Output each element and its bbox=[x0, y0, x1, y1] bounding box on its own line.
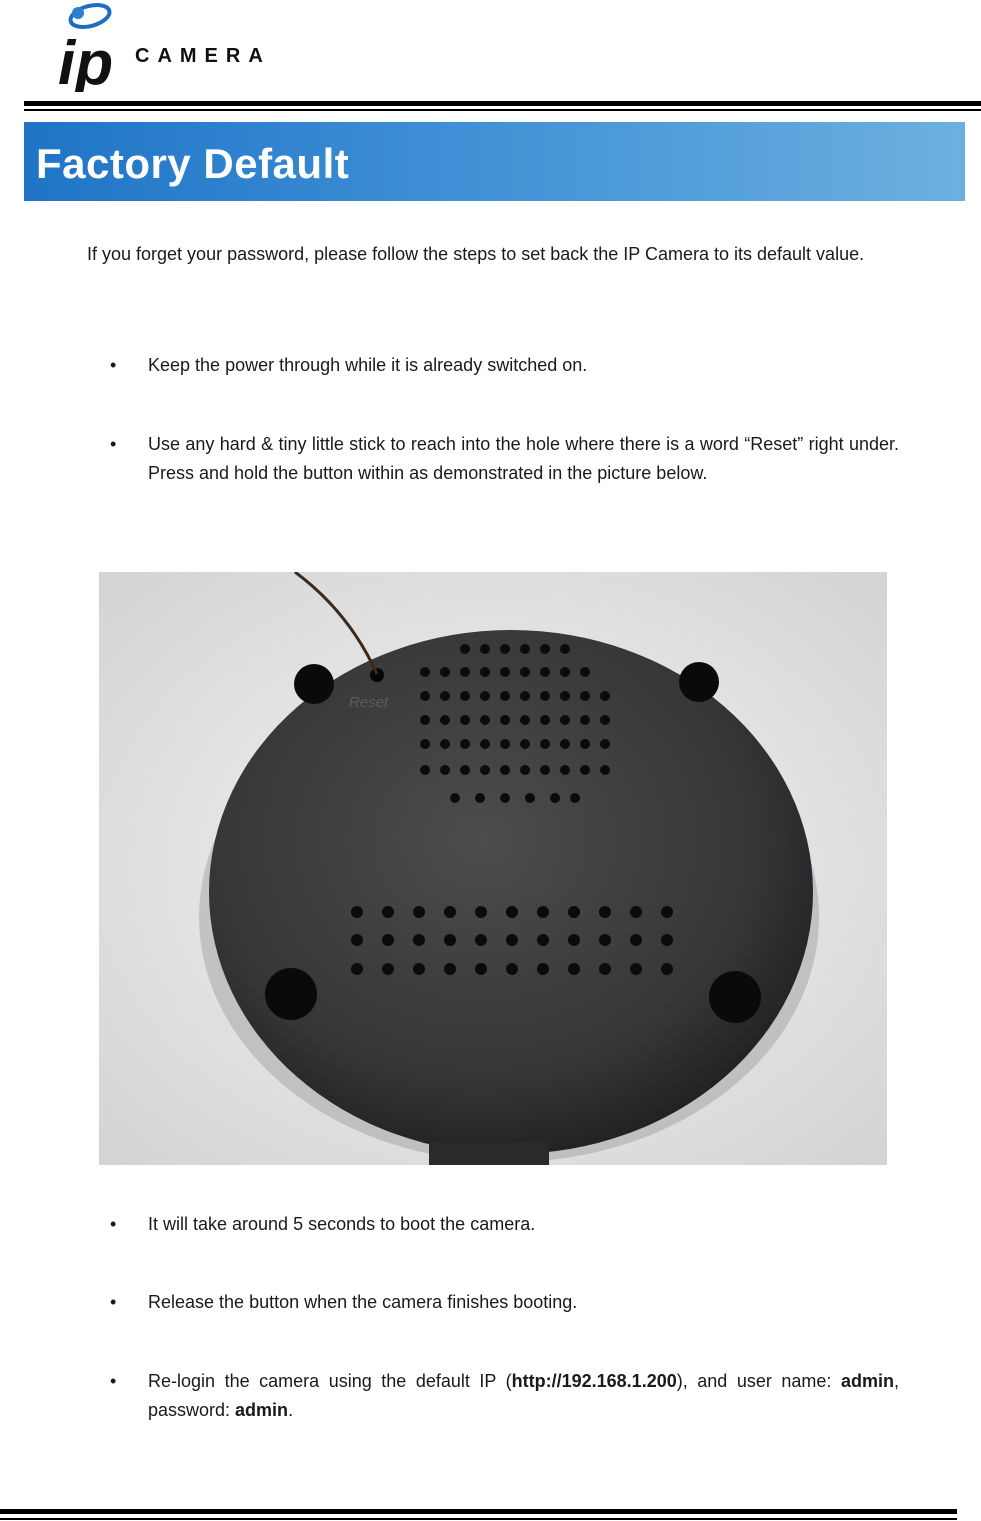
grill-hole bbox=[580, 739, 590, 749]
vent-hole bbox=[661, 906, 673, 918]
step-text: Keep the power through while it is already switched on. bbox=[148, 355, 588, 375]
step-text: Use any hard & tiny little stick to reach into the hole where there is a word “Reset” right under. Press and hold the button within as demonstrated in the picture below. bbox=[148, 434, 899, 483]
vent-hole bbox=[568, 906, 580, 918]
grill-hole bbox=[570, 793, 580, 803]
grill-hole bbox=[500, 691, 510, 701]
bullet-icon: • bbox=[110, 1292, 117, 1312]
step-1 bbox=[110, 351, 899, 380]
vent-hole bbox=[413, 934, 425, 946]
grill-hole bbox=[560, 691, 570, 701]
grill-hole bbox=[560, 644, 570, 654]
vent-hole bbox=[413, 963, 425, 975]
grill-hole bbox=[520, 739, 530, 749]
vent-hole bbox=[506, 934, 518, 946]
grill-hole bbox=[420, 715, 430, 725]
svg-text:ip: ip bbox=[58, 29, 114, 92]
vent-hole bbox=[351, 906, 363, 918]
vent-hole bbox=[444, 934, 456, 946]
svg-text:CAMERA: CAMERA bbox=[135, 45, 271, 67]
vent-hole bbox=[630, 934, 642, 946]
grill-hole bbox=[460, 765, 470, 775]
grill-hole bbox=[475, 793, 485, 803]
grill-hole bbox=[540, 765, 550, 775]
grill-hole bbox=[600, 765, 610, 775]
footer-rule bbox=[0, 1509, 957, 1521]
camera-base bbox=[209, 630, 813, 1154]
step-2 bbox=[110, 430, 899, 488]
grill-hole bbox=[550, 793, 560, 803]
grill-hole bbox=[460, 739, 470, 749]
grill-hole bbox=[440, 691, 450, 701]
vent-hole bbox=[475, 906, 487, 918]
grill-hole bbox=[500, 793, 510, 803]
grill-hole bbox=[540, 691, 550, 701]
grill-hole bbox=[480, 739, 490, 749]
grill-hole bbox=[440, 739, 450, 749]
grill-hole bbox=[420, 739, 430, 749]
step-5 bbox=[110, 1367, 899, 1425]
camera-reset-photo bbox=[99, 572, 887, 1165]
section-banner bbox=[24, 122, 965, 201]
grill-hole bbox=[460, 644, 470, 654]
intro-paragraph: If you forget your password, please follow the steps to set back the IP Camera to its default value. bbox=[87, 244, 865, 264]
vent-hole bbox=[413, 906, 425, 918]
grill-hole bbox=[480, 765, 490, 775]
vent-hole bbox=[475, 963, 487, 975]
vent-hole bbox=[661, 963, 673, 975]
grill-hole bbox=[560, 667, 570, 677]
bullet-icon: • bbox=[110, 355, 117, 375]
grill-hole bbox=[420, 765, 430, 775]
vent-hole bbox=[661, 934, 673, 946]
grill-hole bbox=[560, 715, 570, 725]
grill-hole bbox=[540, 667, 550, 677]
grill-hole bbox=[540, 739, 550, 749]
grill-hole bbox=[420, 691, 430, 701]
vent-hole bbox=[630, 963, 642, 975]
ip-camera-logo-icon bbox=[40, 0, 310, 92]
header-rule bbox=[24, 101, 981, 113]
grill-hole bbox=[480, 644, 490, 654]
grill-hole bbox=[500, 715, 510, 725]
grill-hole bbox=[540, 715, 550, 725]
grill-hole bbox=[500, 667, 510, 677]
grill-hole bbox=[540, 644, 550, 654]
grill-hole bbox=[480, 691, 490, 701]
grill-hole bbox=[420, 667, 430, 677]
vent-hole bbox=[382, 934, 394, 946]
default-username: admin bbox=[840, 1371, 894, 1391]
grill-hole bbox=[600, 715, 610, 725]
vent-hole bbox=[382, 906, 394, 918]
vent-hole bbox=[568, 963, 580, 975]
step-3 bbox=[110, 1210, 899, 1239]
grill-hole bbox=[520, 667, 530, 677]
step-text: Re-login the camera using the default IP (http://192.168.1.200), and user name: admin, password: admin. bbox=[148, 1371, 899, 1420]
default-password: admin bbox=[235, 1400, 289, 1420]
step-text: Release the button when the camera finishes booting. bbox=[148, 1292, 578, 1312]
grill-hole bbox=[520, 765, 530, 775]
section-title: Factory Default bbox=[36, 140, 350, 187]
grill-hole bbox=[440, 667, 450, 677]
vent-hole bbox=[537, 906, 549, 918]
bullet-icon: • bbox=[110, 434, 117, 454]
grill-hole bbox=[525, 793, 535, 803]
vent-hole bbox=[537, 934, 549, 946]
vent-hole bbox=[599, 934, 611, 946]
vent-hole bbox=[568, 934, 580, 946]
vent-hole bbox=[630, 906, 642, 918]
grill-hole bbox=[440, 715, 450, 725]
grill-hole bbox=[520, 644, 530, 654]
step-4 bbox=[110, 1288, 899, 1317]
vent-hole bbox=[475, 934, 487, 946]
grill-hole bbox=[580, 691, 590, 701]
grill-hole bbox=[580, 667, 590, 677]
grill-hole bbox=[440, 765, 450, 775]
grill-hole bbox=[560, 739, 570, 749]
grill-hole bbox=[520, 691, 530, 701]
grill-hole bbox=[580, 765, 590, 775]
grill-hole bbox=[560, 765, 570, 775]
vent-hole bbox=[599, 906, 611, 918]
bullet-icon: • bbox=[110, 1214, 117, 1234]
grill-hole bbox=[460, 715, 470, 725]
vent-hole bbox=[351, 963, 363, 975]
bullet-icon: • bbox=[110, 1371, 117, 1391]
default-ip-url: http://192.168.1.200 bbox=[511, 1371, 677, 1391]
grill-hole bbox=[500, 644, 510, 654]
grill-hole bbox=[480, 715, 490, 725]
vent-hole bbox=[599, 963, 611, 975]
grill-hole bbox=[520, 715, 530, 725]
grill-hole bbox=[460, 691, 470, 701]
grill-hole bbox=[480, 667, 490, 677]
vent-hole bbox=[537, 963, 549, 975]
vent-hole bbox=[444, 963, 456, 975]
ip-camera-logo bbox=[40, 0, 310, 92]
vent-hole bbox=[444, 906, 456, 918]
vent-hole bbox=[506, 963, 518, 975]
grill-hole bbox=[500, 739, 510, 749]
grill-hole bbox=[460, 667, 470, 677]
grill-hole bbox=[500, 765, 510, 775]
vent-hole bbox=[382, 963, 394, 975]
grill-hole bbox=[580, 715, 590, 725]
step-text: It will take around 5 seconds to boot the camera. bbox=[148, 1214, 536, 1234]
grill-hole bbox=[600, 691, 610, 701]
grill-hole bbox=[600, 739, 610, 749]
vent-hole bbox=[506, 906, 518, 918]
reset-label: Reset bbox=[349, 694, 389, 711]
vent-hole bbox=[351, 934, 363, 946]
grill-hole bbox=[450, 793, 460, 803]
